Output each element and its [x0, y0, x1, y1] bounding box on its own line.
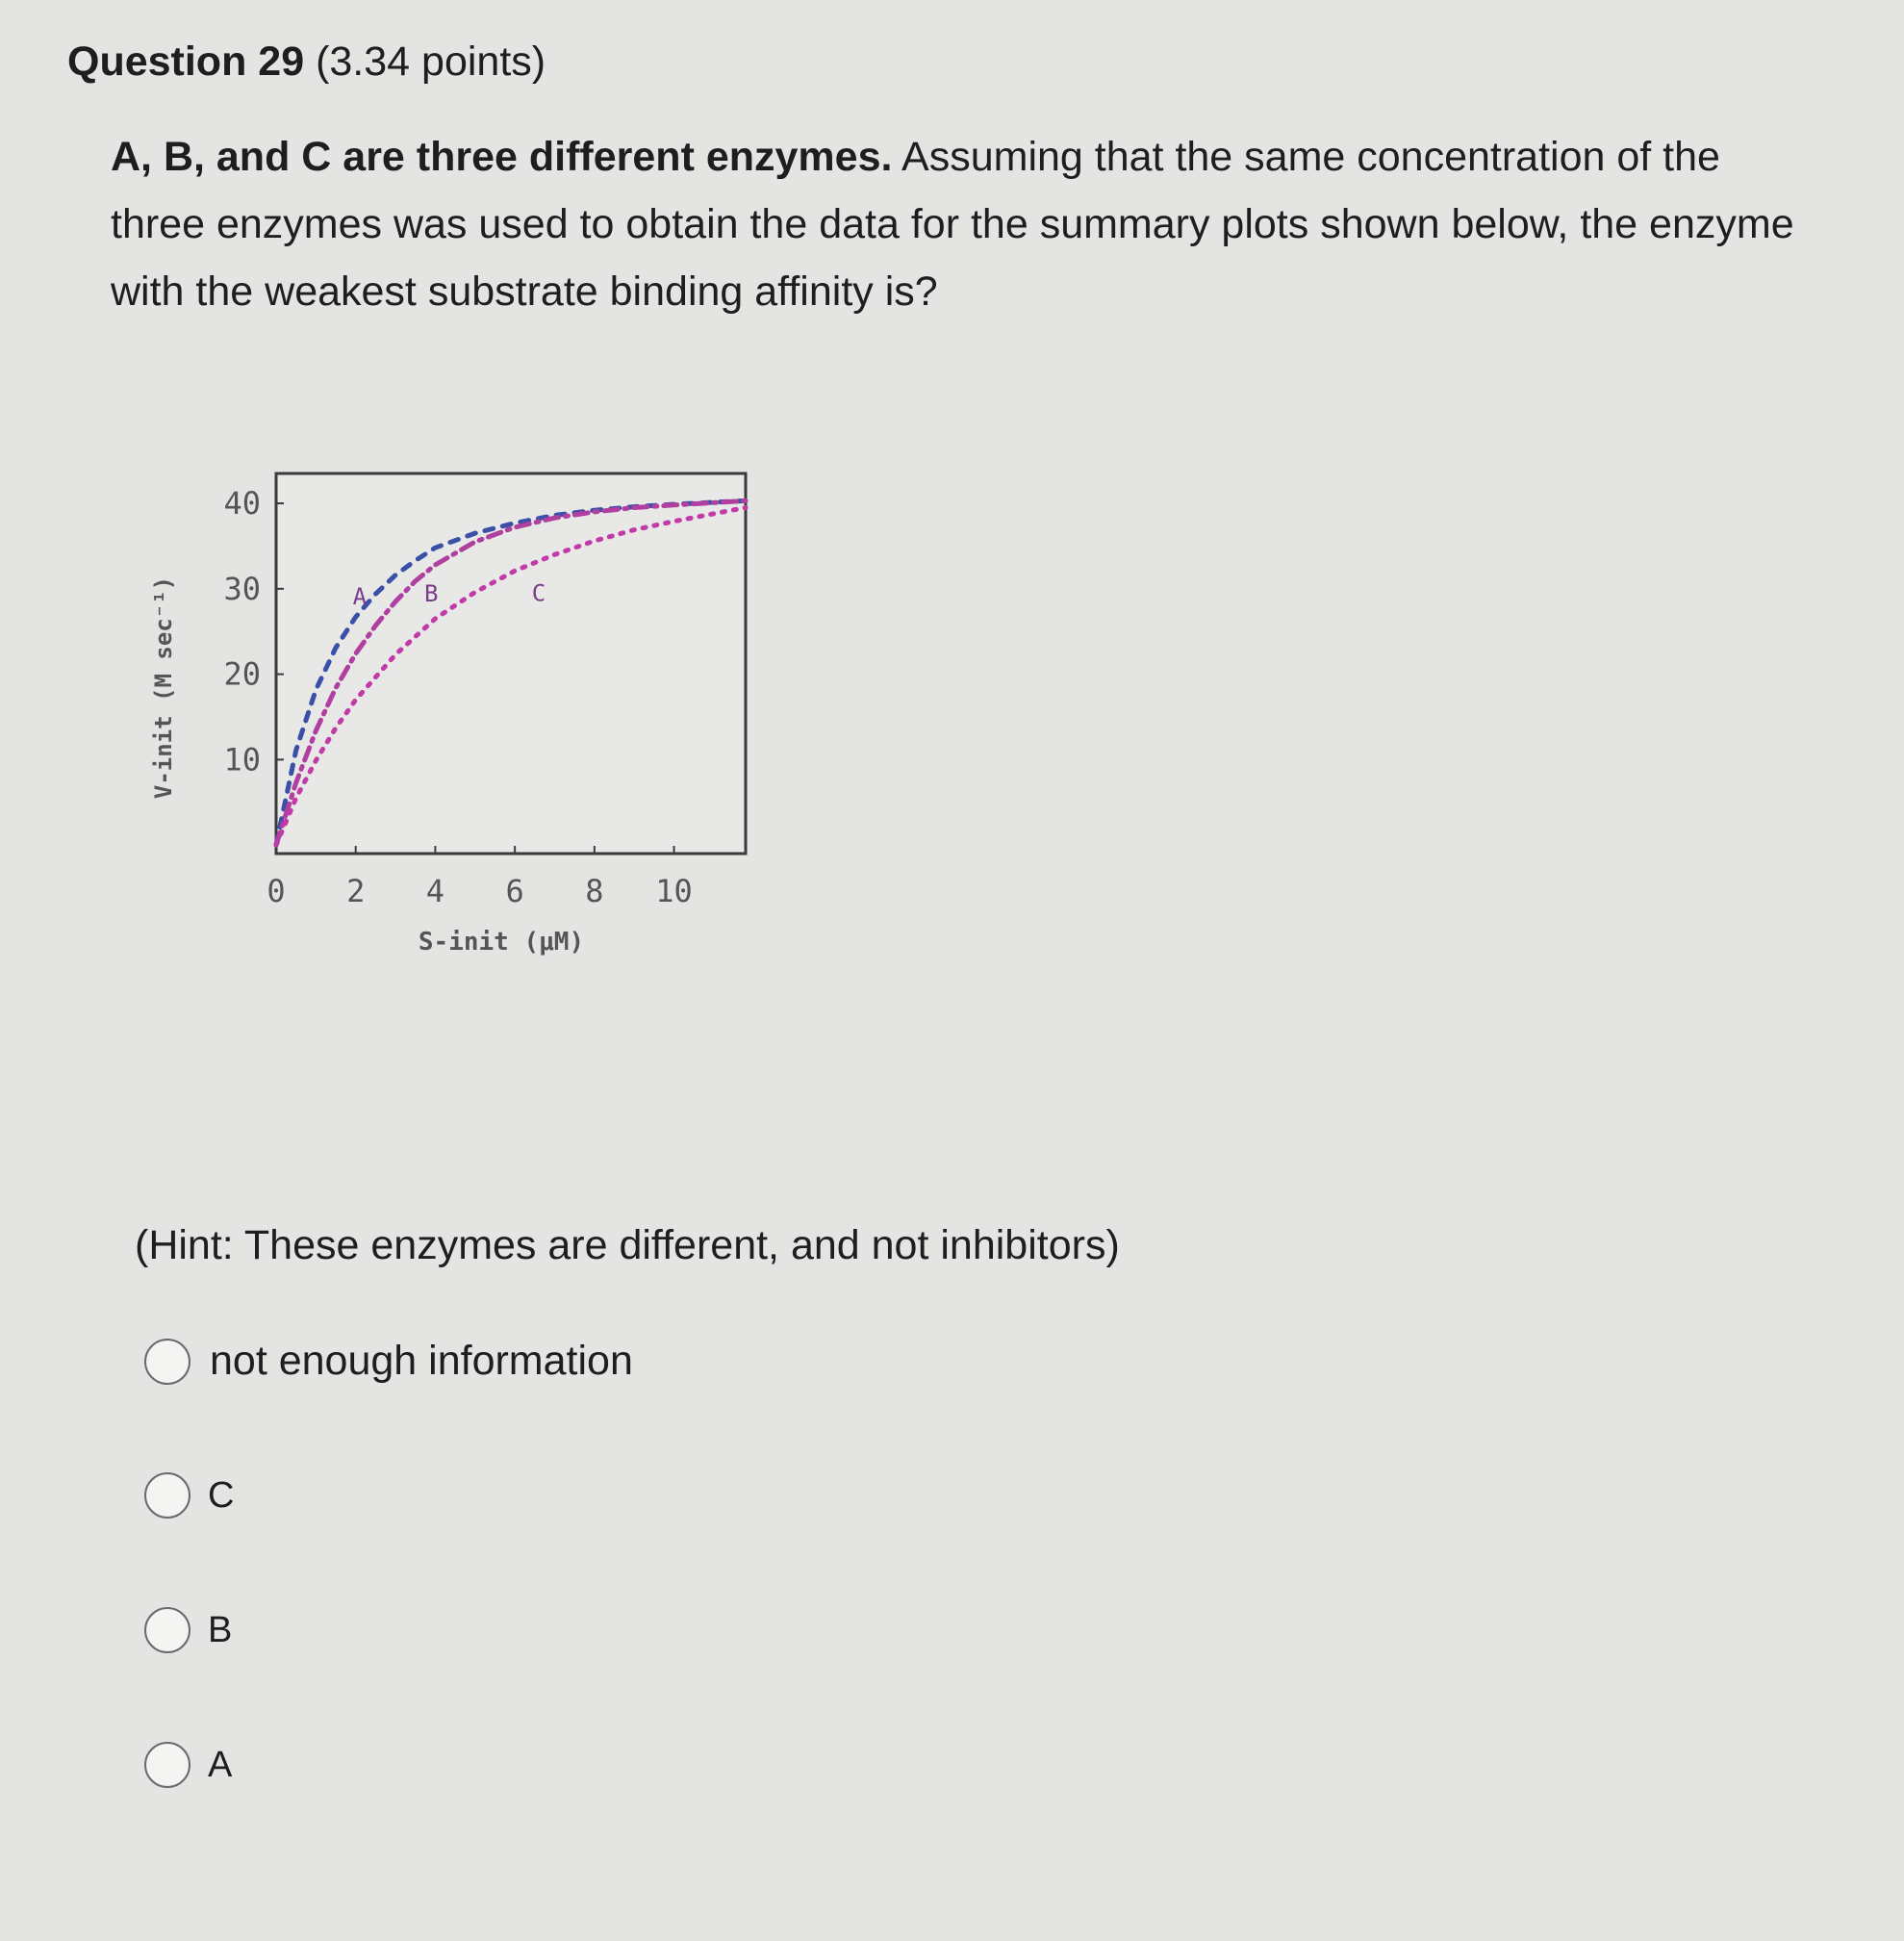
y-tick-label: 40 [223, 485, 261, 523]
hint-text: (Hint: These enzymes are different, and not inhibitors) [135, 1222, 1120, 1268]
prompt-bold: A, B, and C are three different enzymes. [111, 134, 893, 180]
option-a[interactable] [144, 1742, 232, 1788]
question-points: (3.34 points) [316, 38, 546, 85]
question-number: Question 29 [67, 38, 305, 85]
chart-svg [125, 452, 779, 972]
y-tick-label: 20 [223, 655, 261, 693]
series-label-b: B [424, 580, 439, 608]
radio-button[interactable] [144, 1339, 190, 1385]
x-tick-label: 8 [585, 873, 604, 909]
question-prompt [111, 123, 1804, 325]
radio-button[interactable] [144, 1472, 190, 1519]
option-not-enough-information[interactable] [144, 1338, 633, 1385]
option-b[interactable] [144, 1607, 232, 1653]
radio-button[interactable] [144, 1742, 190, 1788]
option-label: B [208, 1609, 233, 1650]
option-c[interactable] [144, 1472, 234, 1519]
y-axis-label: V-init (M sec⁻¹) [150, 575, 177, 800]
radio-button[interactable] [144, 1607, 190, 1653]
y-tick-label: 30 [223, 570, 261, 607]
option-label: not enough information [210, 1338, 633, 1384]
x-tick-label: 4 [425, 873, 445, 909]
x-axis-label: S-init (μM) [418, 928, 585, 957]
x-tick-label: 10 [655, 873, 693, 909]
series-label-c: C [531, 579, 546, 607]
series-label-a: A [352, 582, 368, 610]
y-tick-label: 10 [223, 741, 261, 779]
x-tick-label: 2 [346, 873, 366, 909]
enzyme-kinetics-chart [125, 452, 779, 972]
x-tick-label: 6 [505, 873, 524, 909]
x-tick-label: 0 [267, 873, 286, 909]
option-label: A [208, 1744, 233, 1785]
option-label: C [208, 1474, 235, 1516]
prompt-rest: Assuming that the same concentration of the three enzymes was used to obtain the data for the summary plots shown below, the enzyme with the weakest substrate binding affinity is? [111, 134, 1794, 315]
question-title [67, 38, 546, 86]
